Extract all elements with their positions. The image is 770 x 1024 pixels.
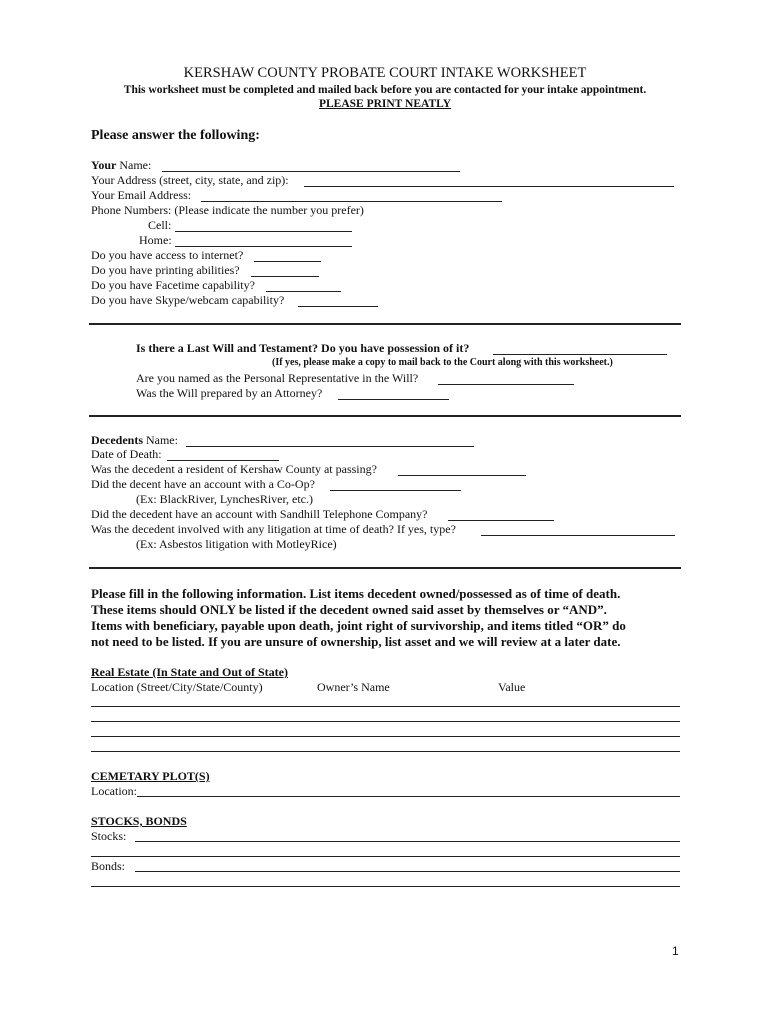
decedent-name-field[interactable] xyxy=(186,446,474,447)
phone-label: Phone Numbers: (Please indicate the number you prefer) xyxy=(91,203,364,217)
email-label: Your Email Address: xyxy=(91,188,192,202)
instruction-text: This worksheet must be completed and mailed back before you are contacted for your intake appointment. xyxy=(123,84,647,96)
instructions-line-1: Please fill in the following information. List items decedent owned/possessed as of time of death. xyxy=(91,586,621,601)
printing-label: Do you have printing abilities? xyxy=(91,263,240,277)
will-field[interactable] xyxy=(493,354,667,355)
print-neatly-note: PLEASE PRINT NEATLY xyxy=(318,98,452,110)
bonds-field[interactable] xyxy=(135,871,680,872)
cell-label: Cell: xyxy=(148,218,172,232)
instructions-line-3: Items with beneficiary, payable upon death, joint right of survivorship, and items titled “OR” do xyxy=(91,618,626,633)
real-estate-entry-line[interactable] xyxy=(91,751,680,752)
sandhill-field[interactable] xyxy=(448,520,554,521)
section-divider xyxy=(89,567,681,569)
internet-field[interactable] xyxy=(254,261,321,262)
will-note: (If yes, please make a copy to mail back to the Court along with this worksheet.) xyxy=(272,357,613,368)
printing-field[interactable] xyxy=(251,276,319,277)
stocks-entry-line[interactable] xyxy=(91,856,680,857)
page-number: 1 xyxy=(672,944,679,958)
date-of-death-field[interactable] xyxy=(167,460,279,461)
coop-label: Did the decent have an account with a Co-Op? xyxy=(91,477,315,491)
section-heading: Please answer the following: xyxy=(91,128,260,143)
coop-field[interactable] xyxy=(330,490,461,491)
coop-example: (Ex: BlackRiver, LynchesRiver, etc.) xyxy=(136,492,313,506)
bonds-label: Bonds: xyxy=(91,859,126,873)
facetime-label: Do you have Facetime capability? xyxy=(91,278,255,292)
litigation-label: Was the decedent involved with any litigation at time of death? If yes, type? xyxy=(91,522,456,536)
cell-field[interactable] xyxy=(175,231,352,232)
your-name-label: Your Name: xyxy=(91,158,152,172)
stocks-field[interactable] xyxy=(135,841,680,842)
address-field[interactable] xyxy=(304,186,674,187)
decedent-name-label: Decedents Name: xyxy=(91,433,178,447)
page-title: KERSHAW COUNTY PROBATE COURT INTAKE WORKSHEET xyxy=(183,65,587,81)
attorney-field[interactable] xyxy=(338,399,449,400)
address-label: Your Address (street, city, state, and zip): xyxy=(91,173,289,187)
email-field[interactable] xyxy=(201,201,502,202)
cemetery-heading: CEMETARY PLOT(S) xyxy=(91,769,210,783)
sandhill-label: Did the decedent have an account with Sandhill Telephone Company? xyxy=(91,507,428,521)
attorney-label: Was the Will prepared by an Attorney? xyxy=(136,386,323,400)
section-divider xyxy=(89,415,681,417)
personal-rep-label: Are you named as the Personal Representative in the Will? xyxy=(136,371,419,385)
cemetery-location-field[interactable] xyxy=(137,796,680,797)
facetime-field[interactable] xyxy=(266,291,341,292)
litigation-example: (Ex: Asbestos litigation with MotleyRice) xyxy=(136,537,337,551)
col-owner: Owner’s Name xyxy=(317,680,390,694)
stocks-label: Stocks: xyxy=(91,829,127,843)
skype-field[interactable] xyxy=(298,306,378,307)
col-location: Location (Street/City/State/County) xyxy=(91,680,263,694)
bonds-entry-line[interactable] xyxy=(91,886,680,887)
instructions-line-4: not need to be listed. If you are unsure of ownership, list asset and we will review at a later date. xyxy=(91,634,621,649)
skype-label: Do you have Skype/webcam capability? xyxy=(91,293,285,307)
home-label: Home: xyxy=(139,233,172,247)
stocks-bonds-heading: STOCKS, BONDS xyxy=(91,814,187,828)
real-estate-entry-line[interactable] xyxy=(91,736,680,737)
will-question: Is there a Last Will and Testament? Do you have possession of it? xyxy=(136,341,470,355)
personal-rep-field[interactable] xyxy=(438,384,574,385)
resident-label: Was the decedent a resident of Kershaw County at passing? xyxy=(91,462,377,476)
real-estate-entry-line[interactable] xyxy=(91,721,680,722)
instructions-line-2: These items should ONLY be listed if the decedent owned said asset by themselves or “AND”. xyxy=(91,602,607,617)
your-name-field[interactable] xyxy=(162,171,460,172)
home-field[interactable] xyxy=(175,246,352,247)
section-divider xyxy=(89,323,681,325)
litigation-field[interactable] xyxy=(481,535,675,536)
real-estate-entry-line[interactable] xyxy=(91,706,680,707)
col-value: Value xyxy=(498,680,526,694)
internet-label: Do you have access to internet? xyxy=(91,248,244,262)
cemetery-location-label: Location: xyxy=(91,784,137,798)
resident-field[interactable] xyxy=(398,475,526,476)
real-estate-heading: Real Estate (In State and Out of State) xyxy=(91,665,288,679)
date-of-death-label: Date of Death: xyxy=(91,447,162,461)
